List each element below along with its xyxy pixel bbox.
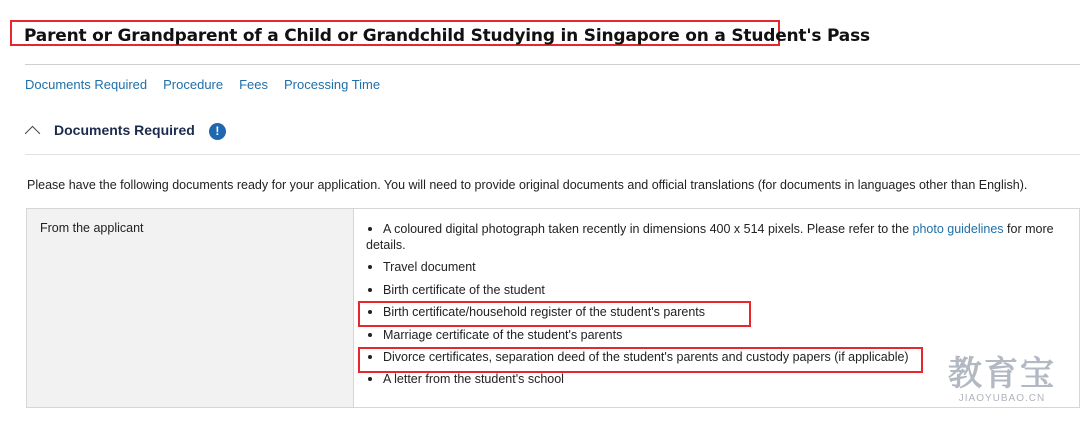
list-item: A letter from the student's school [366, 371, 1079, 387]
list-item: Birth certificate/household register of the student's parents [366, 304, 1079, 320]
list-item: Marriage certificate of the student's parents [366, 327, 1079, 343]
nav-link-processing-time[interactable]: Processing Time [284, 77, 381, 92]
nav-link-procedure[interactable]: Procedure [163, 77, 224, 92]
photo-item-text: A coloured digital photograph taken recently in dimensions 400 x 514 pixels. Please refer to the [383, 222, 913, 236]
watermark-logo [948, 355, 1056, 404]
list-item: Travel document [366, 259, 1079, 275]
nav-link-fees[interactable]: Fees [239, 77, 269, 92]
chevron-up-icon[interactable] [25, 125, 41, 141]
watermark-cn: 教育宝 [948, 355, 1056, 393]
highlight-box-divorce-certificates [358, 347, 923, 373]
list-item: Divorce certificates, separation deed of the student's parents and custody papers (if applicable) [366, 349, 1079, 365]
nav-link-documents-required[interactable]: Documents Required [25, 77, 148, 92]
section-nav [25, 77, 396, 92]
section-divider [25, 154, 1080, 155]
watermark-en: JIAOYUBAO.CN [958, 393, 1046, 404]
info-icon[interactable]: ! [209, 123, 226, 140]
photo-guidelines-link[interactable]: photo guidelines [912, 222, 1004, 236]
intro-text: Please have the following documents ready for your application. You will need to provide original documents and official translations (for documents in languages other than English). [27, 178, 1028, 192]
highlight-box-parents-birth-certificate [358, 301, 751, 327]
applicant-label-cell [27, 209, 354, 407]
photo-item-suffix: for more details. [366, 222, 1054, 252]
applicant-label: From the applicant [40, 221, 144, 235]
list-item: Birth certificate of the student [366, 282, 1079, 298]
documents-required-header[interactable] [25, 118, 226, 142]
list-item-photograph [366, 221, 1079, 253]
section-title: Documents Required [54, 122, 195, 138]
title-divider [25, 64, 1080, 65]
page-title: Parent or Grandparent of a Child or Grandchild Studying in Singapore on a Student's Pass [24, 26, 870, 46]
